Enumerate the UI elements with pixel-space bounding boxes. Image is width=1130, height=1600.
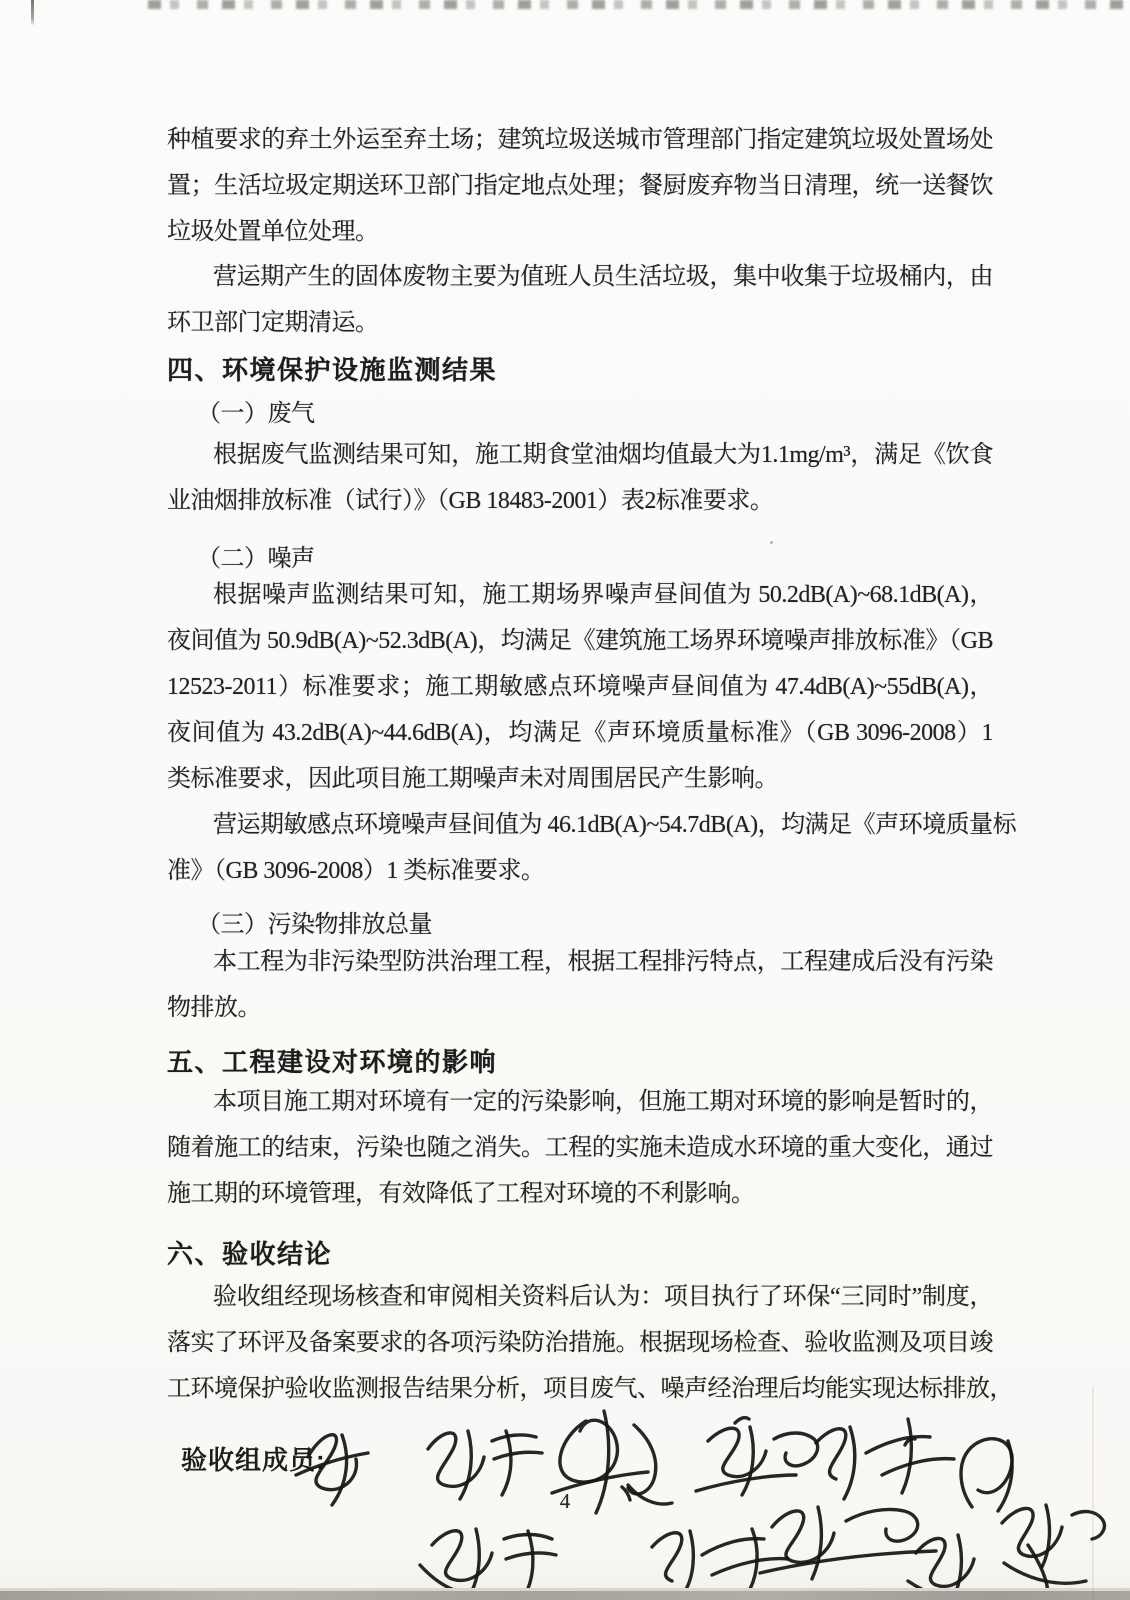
scan-bottom-band — [0, 1591, 1130, 1600]
paragraph-operation-waste — [167, 254, 993, 346]
body-line: 验收组经现场核查和审阅相关资料后认为：项目执行了环保“三同时”制度， — [213, 1284, 993, 1310]
paragraph-environment-impact — [167, 1079, 993, 1217]
body-line: 根据噪声监测结果可知，施工期场界噪声昼间值为 50.2dB(A)~68.1dB(A)， — [213, 582, 993, 608]
subheading-text: （一）废气 — [197, 401, 315, 427]
body-line: 垃圾处置单位处理。 — [167, 219, 379, 245]
body-line: 环卫部门定期清运。 — [167, 310, 379, 336]
paragraph-operation-noise — [167, 802, 1017, 894]
body-line: 随着施工的结束，污染也随之消失。工程的实施未造成水环境的重大变化，通过 — [167, 1135, 993, 1161]
body-line: 营运期敏感点环境噪声昼间值为 46.1dB(A)~54.7dB(A)，均满足《声环境质量标 — [213, 812, 1017, 838]
subheading-4-1-waste-gas — [167, 391, 993, 437]
signature-mark — [296, 1435, 368, 1505]
section-heading-text: 五、工程建设对环境的影响 — [167, 1047, 498, 1077]
handwritten-signatures — [260, 1395, 1130, 1600]
section-heading-text: 四、环境保护设施监测结果 — [167, 355, 498, 385]
page-number: 4 — [559, 1489, 571, 1513]
body-line: 置；生活垃圾定期送环卫部门指定地点处理；餐厨废弃物当日清理，统一送餐饮 — [167, 173, 993, 199]
paragraph-acceptance-conclusion — [167, 1274, 1013, 1412]
signature-mark — [552, 1411, 672, 1513]
signature-mark — [1002, 1505, 1104, 1595]
body-line: 业油烟排放标准（试行）》（GB 18483-2001）表2标准要求。 — [167, 488, 774, 514]
signature-mark — [428, 1431, 542, 1499]
paragraph-construction-noise — [167, 572, 993, 802]
signature-mark — [652, 1529, 788, 1593]
paper-fold-line — [1092, 1386, 1094, 1600]
section-heading-6 — [167, 1231, 993, 1277]
signature-mark — [760, 1507, 936, 1579]
body-line: 物排放。 — [167, 995, 261, 1021]
body-line: 准》（GB 3096-2008）1 类标准要求。 — [167, 858, 545, 884]
body-line: 工环境保护验收监测报告结果分析，项目废气、噪声经治理后均能实现达标排放， — [167, 1376, 1013, 1402]
body-line: 施工期的环境管理，有效降低了工程对环境的不利影响。 — [167, 1181, 755, 1207]
body-line: 本项目施工期对环境有一定的污染影响，但施工期对环境的影响是暂时的， — [213, 1089, 993, 1115]
body-line: 12523-2011）标准要求；施工期敏感点环境噪声昼间值为 47.4dB(A)~55dB(A)， — [167, 674, 993, 700]
subheading-text: （三）污染物排放总量 — [197, 912, 432, 938]
paragraph-pollutant-total — [167, 939, 993, 1031]
body-line: 类标准要求，因此项目施工期噪声未对周围居民产生影响。 — [167, 766, 778, 792]
body-line: 本工程为非污染型防洪治理工程，根据工程排污特点，工程建成后没有污染 — [213, 949, 993, 975]
scan-edge-mark — [31, 0, 34, 26]
body-line: 落实了环评及备案要求的各项污染防治措施。根据现场检查、验收监测及项目竣 — [167, 1330, 993, 1356]
body-line: 营运期产生的固体废物主要为值班人员生活垃圾，集中收集于垃圾桶内，由 — [213, 264, 993, 290]
body-line: 夜间值为 43.2dB(A)~44.6dB(A)，均满足《声环境质量标准》（GB 3096-2008）1 — [167, 720, 993, 746]
signature-mark — [816, 1419, 1012, 1511]
body-line: 根据废气监测结果可知，施工期食堂油烟均值最大为1.1mg/m³，满足《饮食 — [213, 442, 993, 468]
section-heading-text: 六、验收结论 — [167, 1239, 333, 1269]
subheading-text: （二）噪声 — [197, 546, 315, 572]
body-line: 夜间值为 50.9dB(A)~52.3dB(A)，均满足《建筑施工场界环境噪声排放标准》（GB — [167, 628, 993, 654]
previous-page-text-bleed — [148, 0, 1128, 9]
section-heading-4 — [167, 347, 993, 393]
paragraph-solid-waste-continuation — [167, 117, 993, 255]
body-line: 种植要求的弃土外运至弃土场；建筑垃圾送城市管理部门指定建筑垃圾处置场处 — [167, 127, 993, 153]
paragraph-waste-gas — [167, 432, 993, 524]
acceptance-team-label: 验收组成员: — [181, 1445, 326, 1475]
signature-mark — [696, 1418, 818, 1495]
